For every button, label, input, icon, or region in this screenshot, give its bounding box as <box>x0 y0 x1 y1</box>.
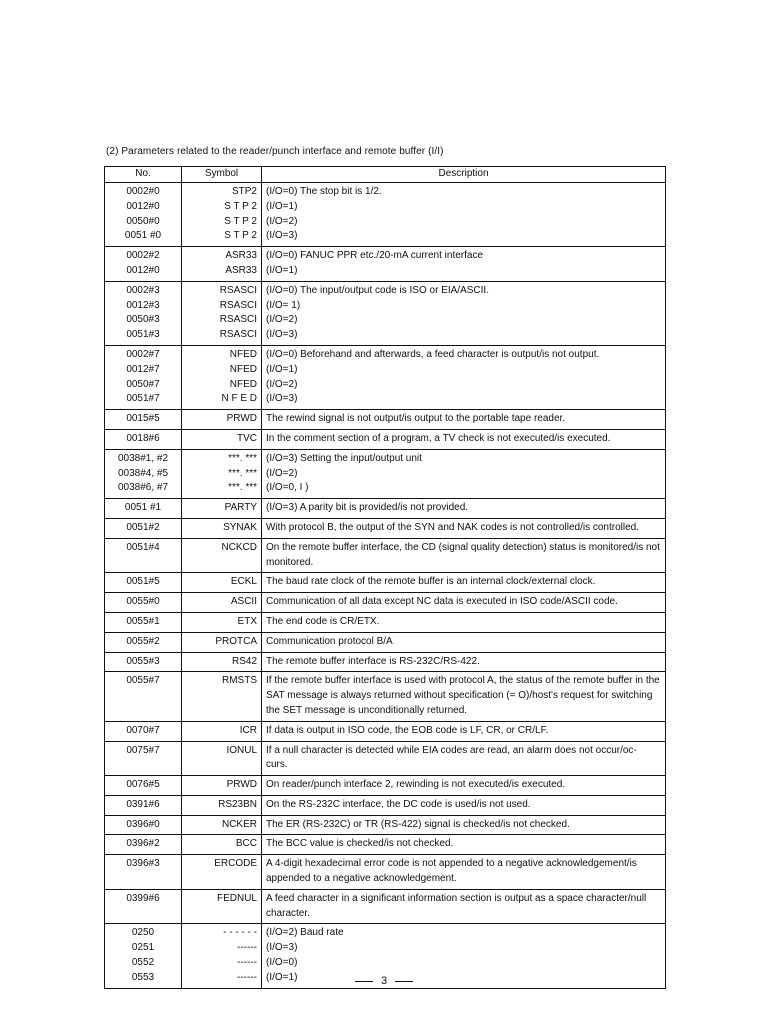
parameter-description-cell <box>262 795 666 815</box>
parameter-symbol: ***. *** <box>228 467 257 479</box>
parameter-number: 0051#2 <box>126 521 160 533</box>
parameter-number: 0553 <box>131 971 155 983</box>
parameter-number: 0552 <box>131 957 155 969</box>
parameter-symbol-cell <box>182 855 262 890</box>
parameter-symbol-cell <box>182 429 262 449</box>
parameter-number-cell <box>105 538 182 573</box>
parameter-number: 0051#4 <box>126 541 160 553</box>
parameter-description-cell <box>262 741 666 776</box>
parameter-number: 0012#0 <box>126 264 160 276</box>
table-row <box>105 183 666 247</box>
parameter-number-cell <box>105 573 182 593</box>
parameter-description: The ER (RS-232C) or TR (RS-422) signal is checked/is not checked. <box>266 818 570 830</box>
parameter-description: (I/O=2) <box>266 378 298 390</box>
table-row <box>105 573 666 593</box>
parameter-description: (I/O=0, I ) <box>266 482 309 494</box>
parameter-description-cell <box>262 573 666 593</box>
table-row <box>105 429 666 449</box>
parameter-number-cell <box>105 593 182 613</box>
parameter-number: 0050#3 <box>126 314 160 326</box>
parameter-symbol: ------ <box>237 971 257 983</box>
parameter-number-cell <box>105 281 182 345</box>
parameter-number-cell <box>105 855 182 890</box>
parameter-symbol: BCC <box>235 838 257 850</box>
parameter-number-cell <box>105 835 182 855</box>
parameter-symbol: PRWD <box>226 413 257 425</box>
header-description: Description <box>262 167 666 183</box>
parameter-description: (I/O=1) <box>266 200 298 212</box>
parameter-symbol-cell <box>182 538 262 573</box>
parameter-symbol-cell <box>182 183 262 247</box>
parameter-description-cell <box>262 410 666 430</box>
parameter-description-cell <box>262 855 666 890</box>
parameter-description: Communication of all data except NC data is executed in ISO code/ASCII code. <box>266 596 618 608</box>
parameter-description-cell <box>262 183 666 247</box>
parameter-number: 0002#0 <box>126 186 160 197</box>
parameter-symbol: ECKL <box>230 576 257 588</box>
parameter-description: A 4-digit hexadecimal error code is not appended to a negative acknowledgement/is appended to a negative acknowledgement. <box>266 858 637 885</box>
parameter-description: The baud rate clock of the remote buffer is an internal clock/external clock. <box>266 576 596 588</box>
parameter-description: (I/O=3) <box>266 942 298 954</box>
parameter-description: In the comment section of a program, a TV check is not executed/is executed. <box>266 432 611 444</box>
parameter-description: The end code is CR/ETX. <box>266 615 380 627</box>
parameter-description: (I/O=2) <box>266 314 298 326</box>
parameter-symbol: NFED <box>229 363 257 375</box>
parameter-number-cell <box>105 776 182 796</box>
parameter-number-cell <box>105 672 182 721</box>
parameter-description: (I/O=1) <box>266 363 298 375</box>
parameter-symbol-cell <box>182 499 262 519</box>
parameter-description-cell <box>262 612 666 632</box>
parameter-number: 0076#5 <box>126 779 160 791</box>
parameter-symbol: S T P 2 <box>224 230 257 242</box>
parameter-description: (I/O=0) Beforehand and afterwards, a feed character is output/is not output. <box>266 348 600 360</box>
parameter-description-cell <box>262 518 666 538</box>
parameter-symbol: RMSTS <box>222 675 257 687</box>
parameter-number-cell <box>105 499 182 519</box>
parameter-number: 0015#5 <box>126 413 160 425</box>
parameter-description: (I/O=1) <box>266 264 298 276</box>
parameter-symbol: SYNAK <box>223 521 257 533</box>
table-header-row <box>105 167 666 183</box>
parameter-number: 0399#6 <box>126 892 160 904</box>
parameter-number: 0050#0 <box>126 215 160 227</box>
parameter-number: 0038#4, #5 <box>117 467 169 479</box>
table-body <box>105 183 666 989</box>
parameter-number: 0055#3 <box>126 655 160 667</box>
parameter-symbol-cell <box>182 612 262 632</box>
parameter-symbol: - - - - - - <box>223 927 257 939</box>
parameter-description: (I/O=0) FANUC PPR etc./20-mA current interface <box>266 250 484 262</box>
parameter-symbol: S T P 2 <box>224 200 257 212</box>
parameter-symbol: PRWD <box>226 779 257 791</box>
parameter-symbol: ICR <box>239 724 257 736</box>
parameter-number: 0055#7 <box>126 675 160 687</box>
parameter-number-cell <box>105 410 182 430</box>
parameter-symbol: ------ <box>237 957 257 969</box>
parameter-number: 0250 <box>131 927 155 939</box>
parameter-description-cell <box>262 889 666 924</box>
parameter-symbol-cell <box>182 449 262 498</box>
parameter-number-cell <box>105 449 182 498</box>
parameter-symbol: PROTCA <box>215 635 257 647</box>
parameter-symbol: NCKCD <box>221 541 257 553</box>
parameter-symbol-cell <box>182 593 262 613</box>
parameter-symbol: NCKER <box>221 818 257 830</box>
table-row <box>105 612 666 632</box>
parameter-description-cell <box>262 776 666 796</box>
parameter-description-cell <box>262 345 666 409</box>
parameter-symbol: FEDNUL <box>216 892 257 904</box>
parameter-number: 0050#7 <box>126 378 160 390</box>
parameter-description: On the remote buffer interface, the CD (signal quality detection) status is monitored/is not monitored. <box>266 541 660 568</box>
parameter-description: Communication protocol B/A <box>266 635 393 647</box>
parameter-description-cell <box>262 672 666 721</box>
parameter-symbol: ASR33 <box>225 264 257 276</box>
parameter-number: 0002#2 <box>126 250 160 262</box>
parameter-description-cell <box>262 835 666 855</box>
table-row <box>105 741 666 776</box>
header-symbol: Symbol <box>182 167 262 183</box>
parameter-number: 0012#3 <box>126 299 160 311</box>
parameter-symbol: RSASCI <box>219 284 257 296</box>
page-title: (2) Parameters related to the reader/punch interface and remote buffer (I/I) <box>106 146 444 157</box>
parameter-number-cell <box>105 741 182 776</box>
parameter-symbol-cell <box>182 652 262 672</box>
parameter-symbol: ASR33 <box>225 250 257 262</box>
table-row <box>105 776 666 796</box>
parameter-description: On reader/punch interface 2, rewinding is not executed/is executed. <box>266 779 566 791</box>
parameter-description: If a null character is detected while EIA codes are read, an alarm does not occur/oc- curs. <box>266 744 637 771</box>
parameter-number: 0051#3 <box>126 329 160 341</box>
parameter-description: The BCC value is checked/is not checked. <box>266 838 454 850</box>
parameter-symbol: NFED <box>229 378 257 390</box>
parameter-description-cell <box>262 721 666 741</box>
table-row <box>105 247 666 282</box>
parameter-number: 0055#1 <box>126 615 160 627</box>
parameter-number-cell <box>105 652 182 672</box>
parameter-symbol: PARTY <box>224 502 257 514</box>
parameter-number-cell <box>105 815 182 835</box>
parameter-description: The remote buffer interface is RS-232C/RS-422. <box>266 655 480 667</box>
parameter-symbol: RS42 <box>231 655 257 667</box>
parameter-symbol: RSASCI <box>219 329 257 341</box>
parameter-number-cell <box>105 795 182 815</box>
parameter-number: 0018#6 <box>126 432 160 444</box>
parameter-number: 0051#7 <box>126 393 160 405</box>
parameter-number-cell <box>105 345 182 409</box>
parameter-symbol: TVC <box>237 432 257 444</box>
parameter-description-cell <box>262 429 666 449</box>
parameter-description: (I/O=1) <box>266 971 298 983</box>
parameter-symbol-cell <box>182 815 262 835</box>
parameter-number: 0012#0 <box>126 200 160 212</box>
parameter-number: 0396#3 <box>126 858 160 870</box>
parameter-description-cell <box>262 281 666 345</box>
parameter-number-cell <box>105 429 182 449</box>
parameter-symbol-cell <box>182 573 262 593</box>
parameter-description-cell <box>262 449 666 498</box>
table-row <box>105 538 666 573</box>
table-row <box>105 815 666 835</box>
parameter-description: A feed character in a significant information section is output as a space character/null character. <box>266 892 647 919</box>
parameter-table <box>104 166 666 989</box>
parameter-number: 0051#5 <box>126 576 160 588</box>
header-no: No. <box>105 167 182 183</box>
parameter-number: 0396#2 <box>126 838 160 850</box>
parameter-number: 0055#2 <box>126 635 160 647</box>
parameter-symbol: S T P 2 <box>224 215 257 227</box>
parameter-description: (I/O=2) Baud rate <box>266 927 344 939</box>
parameter-description-cell <box>262 815 666 835</box>
parameter-description: The rewind signal is not output/is output to the portable tape reader. <box>266 413 566 425</box>
table-row <box>105 281 666 345</box>
parameter-symbol-cell <box>182 835 262 855</box>
parameter-description: (I/O=0) The stop bit is 1/2. <box>266 186 382 197</box>
parameter-symbol-cell <box>182 776 262 796</box>
parameter-description-cell <box>262 632 666 652</box>
parameter-number: 0038#6, #7 <box>117 482 169 494</box>
parameter-description: If the remote buffer interface is used with protocol A, the status of the remote buffer in the SAT message is always returned without specification (= O)/host's request for switching the SET message is unconditionally returned. <box>266 675 660 716</box>
parameter-symbol: NFED <box>229 348 257 360</box>
parameter-number: 0051 #0 <box>124 230 162 242</box>
parameter-symbol-cell <box>182 672 262 721</box>
parameter-description-cell <box>262 247 666 282</box>
parameter-description: (I/O=3) <box>266 393 298 405</box>
parameter-number: 0002#7 <box>126 348 160 360</box>
parameter-number: 0391#6 <box>126 798 160 810</box>
table-row <box>105 795 666 815</box>
parameter-number: 0251 <box>131 942 155 954</box>
parameter-symbol: ------ <box>237 942 257 954</box>
table-row <box>105 835 666 855</box>
table-row <box>105 449 666 498</box>
table-row <box>105 499 666 519</box>
parameter-symbol-cell <box>182 795 262 815</box>
table-row <box>105 632 666 652</box>
parameter-description: (I/O=0) <box>266 957 298 969</box>
parameter-number: 0055#0 <box>126 596 160 608</box>
parameter-symbol-cell <box>182 632 262 652</box>
parameter-symbol: STP2 <box>231 186 257 197</box>
parameter-number: 0051 #1 <box>124 502 162 514</box>
table-row <box>105 672 666 721</box>
parameter-number-cell <box>105 632 182 652</box>
parameter-symbol: ERCODE <box>214 858 257 870</box>
parameter-symbol-cell <box>182 518 262 538</box>
parameter-number-cell <box>105 889 182 924</box>
table-row <box>105 721 666 741</box>
table-row <box>105 518 666 538</box>
parameter-number: 0038#1, #2 <box>117 452 169 464</box>
parameter-symbol: ***. *** <box>228 452 257 464</box>
parameter-symbol: ETX <box>237 615 257 627</box>
parameter-description-cell <box>262 538 666 573</box>
parameter-symbol: RSASCI <box>219 314 257 326</box>
table-row <box>105 889 666 924</box>
parameter-number-cell <box>105 721 182 741</box>
parameter-number-cell <box>105 612 182 632</box>
parameter-symbol: IONUL <box>226 744 257 756</box>
table-row <box>105 855 666 890</box>
parameter-description-cell <box>262 499 666 519</box>
parameter-symbol: N F E D <box>221 393 257 405</box>
parameter-description: (I/O=3) <box>266 230 298 242</box>
parameter-symbol-cell <box>182 281 262 345</box>
page-number: 3 <box>0 975 768 987</box>
parameter-number: 0396#0 <box>126 818 160 830</box>
parameter-description: (I/O=0) The input/output code is ISO or EIA/ASCII. <box>266 284 489 296</box>
parameter-symbol-cell <box>182 721 262 741</box>
parameter-symbol-cell <box>182 741 262 776</box>
parameter-symbol: ***. *** <box>228 482 257 494</box>
parameter-symbol: ASCII <box>230 596 257 608</box>
parameter-number-cell <box>105 247 182 282</box>
table-row <box>105 652 666 672</box>
parameter-description: (I/O=3) A parity bit is provided/is not provided. <box>266 502 469 514</box>
parameter-description: On the RS-232C interface, the DC code is used/is not used. <box>266 798 531 810</box>
table-row <box>105 410 666 430</box>
parameter-symbol: RS23BN <box>218 798 257 810</box>
parameter-number: 0002#3 <box>126 284 160 296</box>
parameter-description: (I/O=3) Setting the input/output unit <box>266 452 422 464</box>
parameter-description: With protocol B, the output of the SYN and NAK codes is not controlled/is controlled. <box>266 521 639 533</box>
parameter-number-cell <box>105 518 182 538</box>
parameter-symbol-cell <box>182 247 262 282</box>
parameter-description: (I/O=2) <box>266 215 298 227</box>
parameter-description: If data is output in ISO code, the EOB code is LF, CR, or CR/LF. <box>266 724 549 736</box>
parameter-number-cell <box>105 183 182 247</box>
parameter-number: 0075#7 <box>126 744 160 756</box>
parameter-symbol-cell <box>182 345 262 409</box>
parameter-description-cell <box>262 593 666 613</box>
parameter-symbol: RSASCI <box>219 299 257 311</box>
parameter-description: (I/O= 1) <box>266 299 301 311</box>
parameter-description-cell <box>262 652 666 672</box>
parameter-description: (I/O=3) <box>266 329 298 341</box>
table-row <box>105 345 666 409</box>
parameter-description: (I/O=2) <box>266 467 298 479</box>
parameter-number: 0070#7 <box>126 724 160 736</box>
table-row <box>105 593 666 613</box>
parameter-number: 0012#7 <box>126 363 160 375</box>
parameter-symbol-cell <box>182 889 262 924</box>
parameter-symbol-cell <box>182 410 262 430</box>
